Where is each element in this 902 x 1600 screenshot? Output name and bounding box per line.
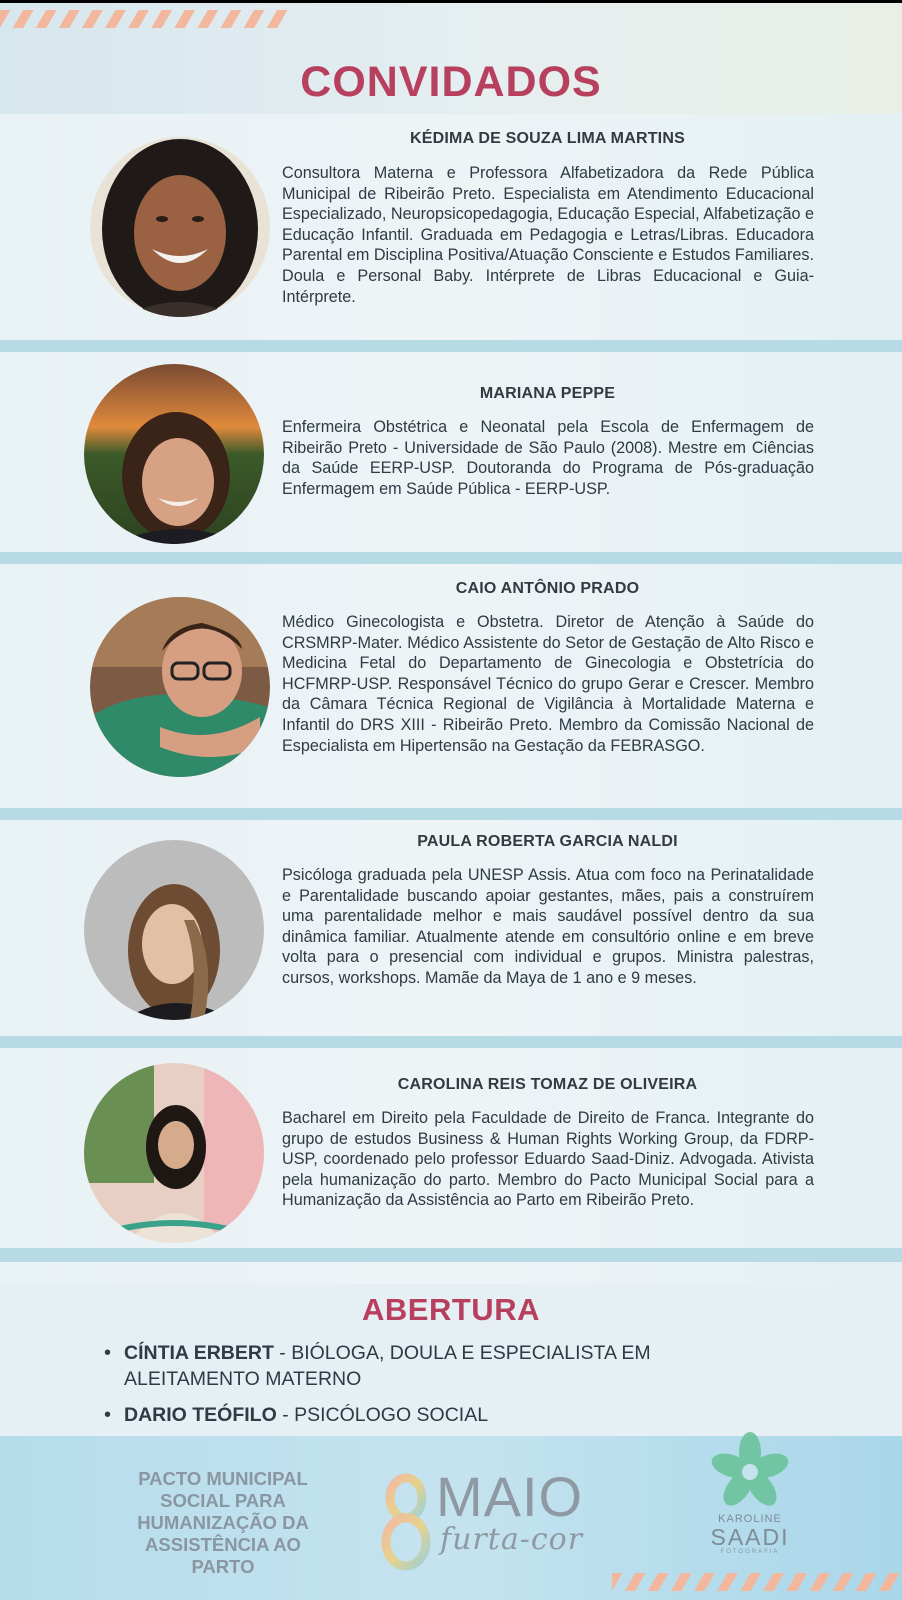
guest-photo-4 <box>84 840 264 1020</box>
guest-photo-3 <box>90 597 270 777</box>
section-spacer <box>0 1262 902 1284</box>
opening-person-role: - BIÓLOGA, DOULA E ESPECIALISTA EM ALEITAMENTO MATERNO <box>124 1342 651 1390</box>
portrait-icon <box>84 364 264 544</box>
list-item <box>104 1340 744 1392</box>
karoline-tagline: FOTOGRAFIA <box>720 1549 780 1555</box>
guest-photo-5 <box>84 1063 264 1243</box>
ribbon-eight-icon <box>376 1466 436 1576</box>
guest-photo-2 <box>84 364 264 544</box>
section-divider <box>0 1248 902 1262</box>
pacto-municipal-text: PACTO MUNICIPAL SOCIAL PARA HUMANIZAÇÃO DA ASSISTÊNCIA AO PARTO <box>137 1468 309 1577</box>
furta-cor-script: furta-cor <box>440 1522 584 1557</box>
guest-name-2: MARIANA PEPPE <box>479 385 616 402</box>
portrait-icon <box>84 1063 264 1243</box>
maio-furta-cor-logo <box>376 1466 636 1576</box>
karoline-first-name: KAROLINE <box>718 1513 782 1525</box>
guest-bio-5: Bacharel em Direito pela Faculdade de Direito de Franca. Integrante do grupo de estudos Business & Human Rights Working Group, da FDRP-USP, coordenado pelo professor Eduardo Saad-Diniz. Advogada. Ativista pela humanização do parto. Membro do Pacto Municipal Social para a Humanização da Assistência ao Parto em Ribeirão Preto. <box>282 1109 814 1210</box>
opening-person-role: - PSICÓLOGO SOCIAL <box>276 1404 489 1426</box>
guest-bio-1: Consultora Materna e Professora Alfabetizadora da Rede Pública Municipal de Ribeirão Preto. Especialista em Atendimento Educacional Especializado, Neuropsicopedagogia, Educação Especial, Alfabetização e Educação Infantil. Graduada em Pedagogia e Letras/Libras. Educadora Parental em Disciplina Positiva/Atuação Consciente e Estudos Familiares. Doula e Personal Baby. Intérprete de Libras Educacional e Guia-Intérprete. <box>282 164 814 306</box>
guest-bio-4: Psicóloga graduada pela UNESP Assis. Atua com foco na Perinatalidade e Parentalidade buscando apoiar gestantes, mães, pais a construírem uma parentalidade melhor e mais saudável possível dentro da sua dinâmica familiar. Atualmente atende em consultório online e em breve volta para o presencial com individual e grupos. Ministra palestras, cursos, workshops. Mamãe da Maya de 1 ano e 9 meses. <box>282 866 814 987</box>
portrait-icon <box>90 137 270 317</box>
guest-name-3: CAIO ANTÔNIO PRADO <box>455 580 640 597</box>
decorative-stripes-bottom <box>612 1573 902 1591</box>
top-edge <box>0 0 902 3</box>
karoline-saadi-logo <box>704 1428 796 1558</box>
opening-person-name: DARIO TEÓFILO <box>124 1404 277 1426</box>
guest-name-5: CAROLINA REIS TOMAZ DE OLIVEIRA <box>397 1076 698 1093</box>
portrait-icon <box>84 840 264 1020</box>
section-divider <box>0 1036 902 1048</box>
karoline-last-name: SAADI <box>710 1524 790 1550</box>
guest-photo-1 <box>90 137 270 317</box>
page-title: CONVIDADOS <box>300 58 602 106</box>
section-divider <box>0 552 902 564</box>
portrait-icon <box>90 597 270 777</box>
list-item <box>104 1402 744 1428</box>
opening-title: ABERTURA <box>362 1292 540 1327</box>
guest-bio-3: Médico Ginecologista e Obstetra. Diretor de Atenção à Saúde do CRSMRP-Mater. Médico Assistente do Setor de Gestação de Alto Risco e Medicina Fetal do Departamento de Ginecologia e Obstetrícia do HCFMRP-USP. Responsável Técnico do grupo Gerar e Crescer. Membro da Câmara Técnica Regional de Vigilância à Mortalidade Materna e Infantil do DRS XIII - Ribeirão Preto. Membro da Comissão Nacional de Especialista em Hipertensão na Gestação da FEBRASGO. <box>282 613 814 755</box>
guest-bio-2: Enfermeira Obstétrica e Neonatal pela Escola de Enfermagem de Ribeirão Preto - Universidade de São Paulo (2008). Mestre em Ciências da Saúde EERP-USP. Doutoranda do Programa de Pós-graduação Enfermagem em Saúde Pública - EERP-USP. <box>282 418 814 498</box>
opening-list <box>104 1340 744 1438</box>
decorative-stripes-top <box>0 10 290 28</box>
opening-person-name: CÍNTIA ERBERT <box>124 1342 274 1364</box>
guest-name-1: KÉDIMA DE SOUZA LIMA MARTINS <box>410 130 685 147</box>
guest-name-4: PAULA ROBERTA GARCIA NALDI <box>417 833 678 850</box>
maio-word: MAIO <box>436 1465 584 1528</box>
section-divider <box>0 340 902 352</box>
lotus-icon <box>704 1428 796 1514</box>
section-divider <box>0 808 902 820</box>
